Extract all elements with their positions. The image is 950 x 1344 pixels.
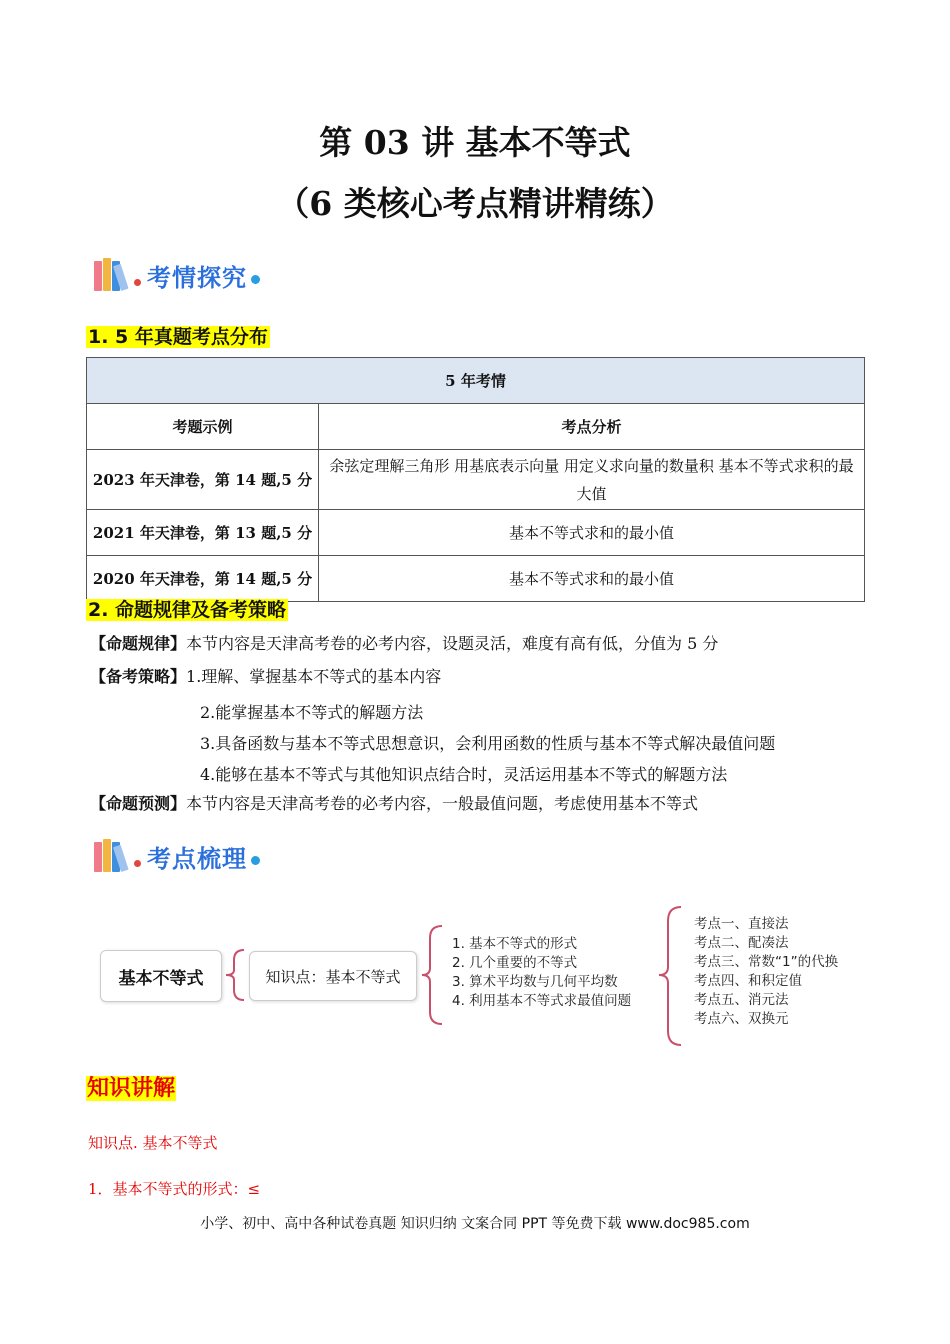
list-item: 1. 基本不等式的形式 xyxy=(452,936,578,952)
knowledge-point: 知识点. 基本不等式 xyxy=(88,1134,218,1152)
page-footer: 小学、初中、高中各种试卷真题 知识归纳 文案合同 PPT 等免费下载 www.doc985.com xyxy=(200,1216,750,1232)
list-item: 考点二、配凑法 xyxy=(694,935,789,951)
table-cell-analysis: 基本不等式求和的最小值 xyxy=(319,510,865,556)
subheading-distribution: 1. 5 年真题考点分布 xyxy=(88,326,268,348)
list-item: 考点六、双换元 xyxy=(694,1011,789,1027)
table-cell-analysis: 余弦定理解三角形 用基底表示向量 用定义求向量的数量积 基本不等式求积的最大值 xyxy=(319,450,865,510)
mindmap-knowledge-list xyxy=(452,935,631,1011)
table-cell-example: 2021 年天津卷，第 13 题,5 分 xyxy=(87,510,319,556)
list-item: 考点三、常数“1”的代换 xyxy=(694,954,839,970)
dot-icon xyxy=(134,860,141,867)
strategy-label: 【备考策略】 xyxy=(90,667,187,686)
table-cell-analysis: 基本不等式求和的最小值 xyxy=(319,556,865,602)
strategy-item: 1.理解、掌握基本不等式的基本内容 xyxy=(186,667,442,686)
table-cell-example: 2020 年天津卷，第 14 题,5 分 xyxy=(87,556,319,602)
rule-label: 【命题规律】 xyxy=(90,634,187,653)
list-item: 2. 几个重要的不等式 xyxy=(452,955,578,971)
rule-text: 本节内容是天津高考卷的必考内容，设题灵活，难度有高有低，分值为 5 分 xyxy=(186,634,719,653)
forecast-paragraph xyxy=(90,794,698,814)
list-item: 考点四、和积定值 xyxy=(694,973,802,989)
rule-paragraph xyxy=(90,634,718,654)
strategy-item: 2.能掌握基本不等式的解题方法 xyxy=(200,703,424,722)
list-item: 3. 算术平均数与几何平均数 xyxy=(452,974,618,990)
dot-icon xyxy=(134,279,141,286)
exam-table xyxy=(86,357,865,602)
table-header-example: 考题示例 xyxy=(87,404,319,450)
page-subtitle: （6 类核心考点精讲精练） xyxy=(276,184,674,223)
strategy-item: 3.具备函数与基本不等式思想意识，会利用函数的性质与基本不等式解决最值问题 xyxy=(200,734,776,753)
dot-icon xyxy=(251,275,260,284)
forecast-text: 本节内容是天津高考卷的必考内容，一般最值问题，考虑使用基本不等式 xyxy=(186,794,699,813)
brace-icon xyxy=(418,922,448,1028)
table-header-analysis: 考点分析 xyxy=(319,404,865,450)
table-caption: 5 年考情 xyxy=(87,358,865,404)
mindmap-root: 基本不等式 xyxy=(100,950,222,1002)
list-item: 考点五、消元法 xyxy=(694,992,789,1008)
table-row xyxy=(87,510,865,556)
mindmap-node: 知识点：基本不等式 xyxy=(249,951,417,1001)
section-header-points xyxy=(92,838,260,874)
knowledge-heading: 知识讲解 xyxy=(87,1076,176,1101)
section-label: 考情探究 xyxy=(147,263,247,292)
strategy-paragraph xyxy=(90,667,441,687)
section-header-exam-analysis xyxy=(92,257,260,293)
table-row xyxy=(87,450,865,510)
table-cell-example: 2023 年天津卷，第 14 题,5 分 xyxy=(87,450,319,510)
strategy-item: 4.能够在基本不等式与其他知识点结合时，灵活运用基本不等式的解题方法 xyxy=(200,765,728,784)
list-item: 4. 利用基本不等式求最值问题 xyxy=(452,993,632,1009)
list-item: 考点一、直接法 xyxy=(694,916,789,932)
knowledge-item: 1．基本不等式的形式：≤ xyxy=(88,1180,261,1198)
subheading-strategy: 2. 命题规律及备考策略 xyxy=(88,599,287,621)
brace-icon xyxy=(655,903,687,1049)
forecast-label: 【命题预测】 xyxy=(90,794,187,813)
page-title: 第 03 讲 基本不等式 xyxy=(319,123,631,162)
books-icon xyxy=(92,257,134,293)
dot-icon xyxy=(251,856,260,865)
mindmap-points-list xyxy=(694,915,838,1029)
brace-icon xyxy=(222,945,252,1005)
books-icon xyxy=(92,838,134,874)
section-label: 考点梳理 xyxy=(147,844,247,873)
